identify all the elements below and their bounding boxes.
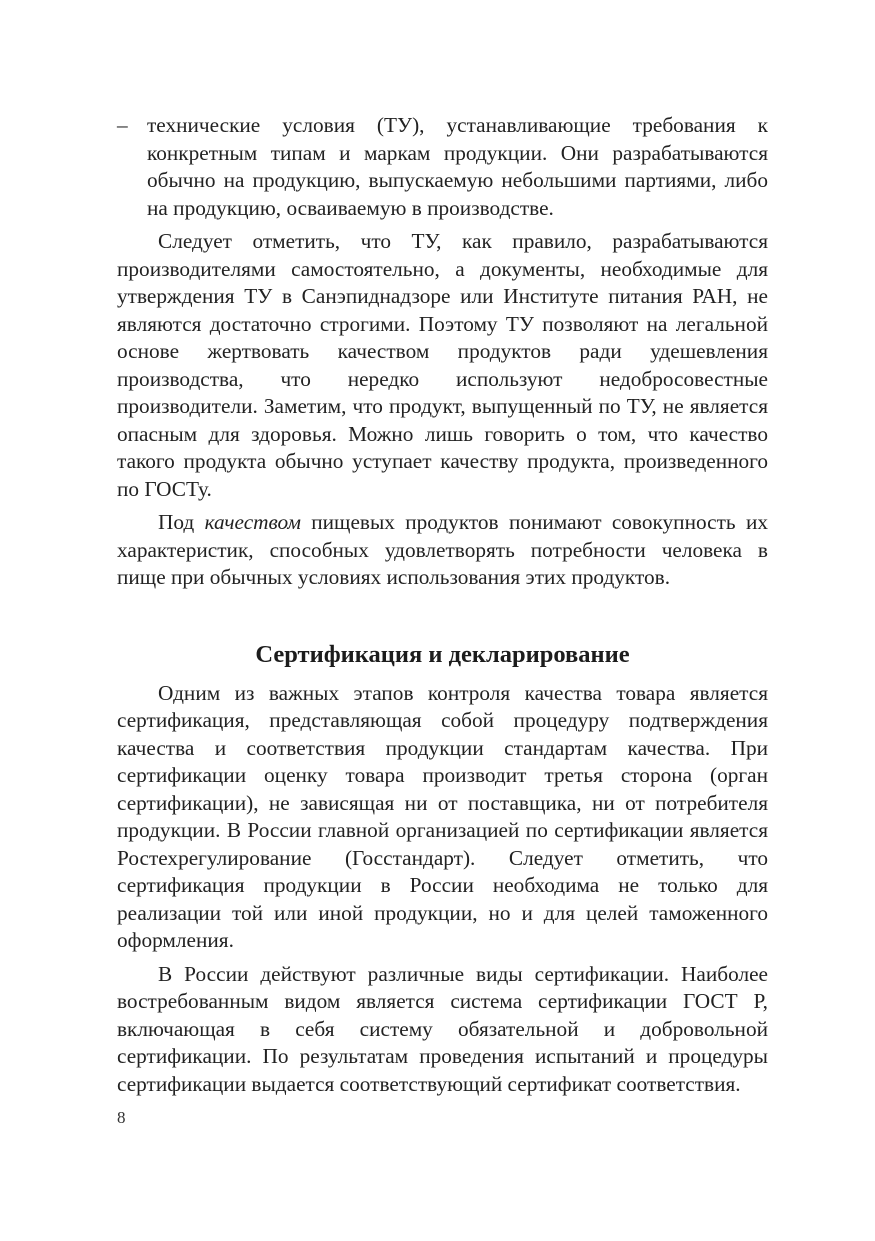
paragraph-quality-start: Под	[158, 510, 205, 534]
paragraph-certification-types: В России действуют различные виды сертификации. Наиболее востребованным видом является система сертификации ГОСТ Р, включающая в себя систему обязательной и добровольной сертификации. По результатам проведения испытаний и процедуры сертификации выдается соответствующий сертификат соответствия.	[117, 961, 768, 1096]
term-quality: качеством	[204, 510, 301, 534]
page-number: 8	[117, 1108, 126, 1127]
paragraph-quality-end: пищевых продуктов понимают совокупность их характеристик, способных удовлетворять потребности человека в пище при обычных условиях использования этих продуктов.	[117, 510, 768, 589]
bullet-text: технические условия (ТУ), устанавливающие требования к конкретным типам и маркам продукции. Они разрабатываются обычно на продукцию, выпускаемую небольшими партиями, либо на продукцию, осваиваемую в производстве.	[147, 113, 768, 220]
page-body	[117, 112, 768, 1098]
paragraph-quality-definition	[117, 509, 768, 592]
bullet-dash: –	[117, 113, 128, 137]
bullet-item	[117, 112, 768, 222]
section-heading: Сертификация и декларирование	[255, 640, 630, 668]
paragraph-tu-note: Следует отметить, что ТУ, как правило, разрабатываются производителями самостоятельно, а документы, необходимые для утверждения ТУ в Санэпиднадзоре или Институте питания РАН, не являются достаточно строгими. Поэтому ТУ позволяют на легальной основе жертвовать качеством продуктов ради удешевления производства, что нередко используют недобросовестные производители. Заметим, что продукт, выпущенный по ТУ, не является опасным для здоровья. Можно лишь говорить о том, что качество такого продукта обычно уступает качеству продукта, произведенного по ГОСТу.	[117, 229, 768, 501]
paragraph-certification: Одним из важных этапов контроля качества товара является сертификация, представляющая собой процедуру подтверждения качества и соответствия продукции стандартам качества. При сертификации оценку товара производит третья сторона (орган сертификации), не зависящая ни от поставщика, ни от потребителя продукции. В России главной организацией по сертификации является Ростехрегулирование (Госстандарт). Следует отметить, что сертификация продукции в России необходима не только для реализации той или иной продукции, но и для целей таможенного оформления.	[117, 680, 768, 952]
